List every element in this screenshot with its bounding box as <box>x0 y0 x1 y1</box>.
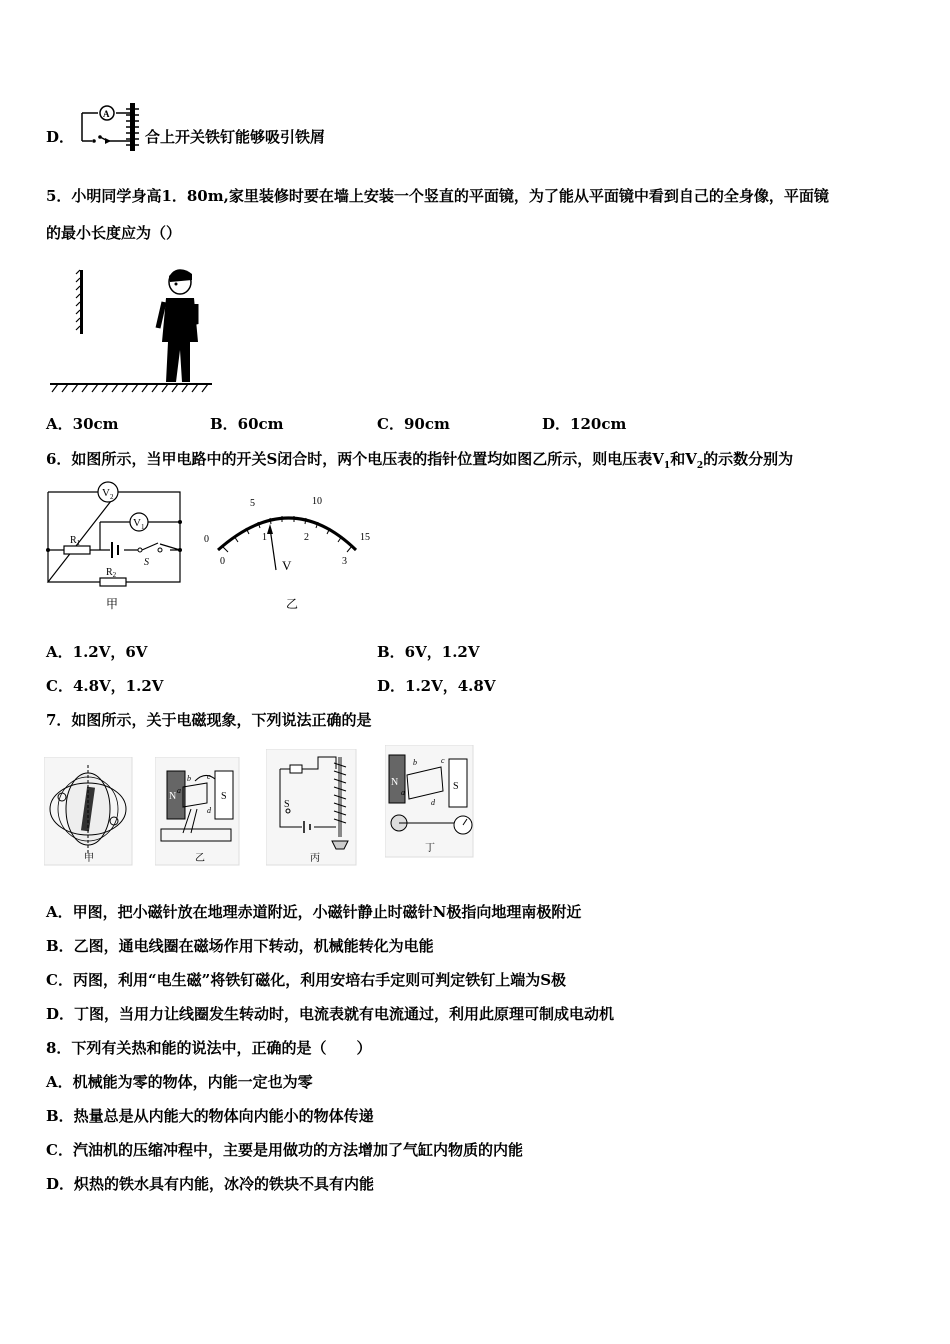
q7-figure-yi <box>155 757 240 867</box>
q6-stem <box>46 449 793 476</box>
q7-figure-jia-caption: 甲 <box>84 853 94 864</box>
q5-stem-line1: 5．小明同学身高1．80m,家里装修时要在墙上安装一个竖直的平面镜，为了能从平面镜中看到自己的全身像，平面镜 <box>46 187 829 205</box>
q4-option-d-label: D． <box>46 128 75 146</box>
q5-option-c: C．90cm <box>377 415 450 433</box>
q6-voltmeter-figure <box>200 490 380 614</box>
q7-yi-a: a <box>177 786 181 795</box>
q7-bing-s: S <box>284 799 290 810</box>
q7-option-a: A．甲图，把小磁针放在地理赤道附近，小磁针静止时磁针N极指向地理南极附近 <box>46 903 582 921</box>
q6-meter-caption: 乙 <box>286 597 299 611</box>
q6-r1-label: $R_1$ <box>70 535 81 547</box>
q7-yi-s: S <box>221 791 227 802</box>
q4-circuit-figure <box>72 101 144 153</box>
q6-stem-mid: 和V <box>670 450 697 468</box>
q7-yi-b: b <box>187 774 191 783</box>
q7-yi-n: N <box>169 791 177 802</box>
q7-ding-d: d <box>431 798 435 807</box>
q8-option-b: B．热量总是从内能大的物体向内能小的物体传递 <box>46 1107 374 1125</box>
q7-yi-c: c <box>207 772 211 781</box>
q5-option-b: B．60cm <box>210 415 284 433</box>
q8-option-c: C．汽油机的压缩冲程中，主要是用做功的方法增加了气缸内物质的内能 <box>46 1141 523 1159</box>
q7-figure-ding <box>385 745 475 860</box>
q7-figure-bing-caption: 丙 <box>310 853 320 864</box>
q7-yi-d: d <box>207 806 211 815</box>
meter-upper-tick-10: 10 <box>312 496 322 507</box>
q6-r2-label: $R_2$ <box>106 567 117 579</box>
q8-option-d: D．炽热的铁水具有内能，冰冷的铁块不具有内能 <box>46 1175 375 1193</box>
q5-stem-line2: 的最小长度应为（） <box>46 224 182 242</box>
q7-option-b: B．乙图，通电线圈在磁场作用下转动，机械能转化为电能 <box>46 937 434 955</box>
meter-upper-tick-5: 5 <box>250 498 255 509</box>
q8-stem: 8．下列有关热和能的说法中，正确的是（ ） <box>46 1039 372 1057</box>
meter-lower-tick-1: 1 <box>262 532 267 543</box>
q7-ding-n: N <box>391 777 399 788</box>
q7-option-c: C．丙图，利用“电生磁”将铁钉磁化，利用安培右手定则可判定铁钉上端为S极 <box>46 971 567 989</box>
meter-lower-tick-3: 3 <box>342 556 347 567</box>
q7-figure-jia <box>44 757 134 867</box>
q6-option-c: C．4.8V，1.2V <box>46 677 164 695</box>
q7-stem: 7．如图所示，关于电磁现象，下列说法正确的是 <box>46 711 372 729</box>
meter-lower-tick-0: 0 <box>220 556 225 567</box>
q7-ding-c: c <box>441 756 445 765</box>
q4-option-d-text: 合上开关铁钉能够吸引铁屑 <box>145 128 326 146</box>
q7-figure-ding-caption: 丁 <box>425 843 435 854</box>
q6-circuit-figure <box>40 480 190 614</box>
q6-v2-label: $V_2$ <box>102 487 114 501</box>
q6-stem-main: 6．如图所示，当甲电路中的开关S闭合时，两个电压表的指针位置均如图乙所示，则电压表V <box>46 450 664 468</box>
q8-option-a: A．机械能为零的物体，内能一定也为零 <box>46 1073 313 1091</box>
meter-lower-tick-2: 2 <box>304 532 309 543</box>
q7-ding-s: S <box>453 781 459 792</box>
q6-stem-end: 的示数分别为 <box>703 450 794 468</box>
svg-text:A: A <box>103 109 110 119</box>
q6-option-a: A．1.2V，6V <box>46 643 148 661</box>
meter-upper-tick-15: 15 <box>360 532 370 543</box>
q7-figure-yi-caption: 乙 <box>195 853 205 864</box>
q6-switch-label: S <box>144 557 149 568</box>
q7-ding-a: a <box>401 788 405 797</box>
q5-mirror-person-figure <box>46 262 216 394</box>
q6-v1-label: $V_1$ <box>133 517 145 531</box>
q6-option-d: D．1.2V，4.8V <box>377 677 496 695</box>
q7-ding-b: b <box>413 758 417 767</box>
q5-option-a: A．30cm <box>46 415 119 433</box>
q7-option-d: D．丁图，当用力让线圈发生转动时，电流表就有电流通过，利用此原理可制成电动机 <box>46 1005 615 1023</box>
q6-stem-sub1: 1 <box>663 461 671 471</box>
meter-unit: V <box>282 558 292 573</box>
q6-stem-sub2: 2 <box>696 461 704 471</box>
q6-option-b: B．6V，1.2V <box>377 643 480 661</box>
q5-option-d: D．120cm <box>542 415 627 433</box>
meter-upper-tick-0: 0 <box>204 534 209 545</box>
q6-circuit-caption: 甲 <box>106 597 119 611</box>
q7-figure-bing <box>266 749 358 867</box>
